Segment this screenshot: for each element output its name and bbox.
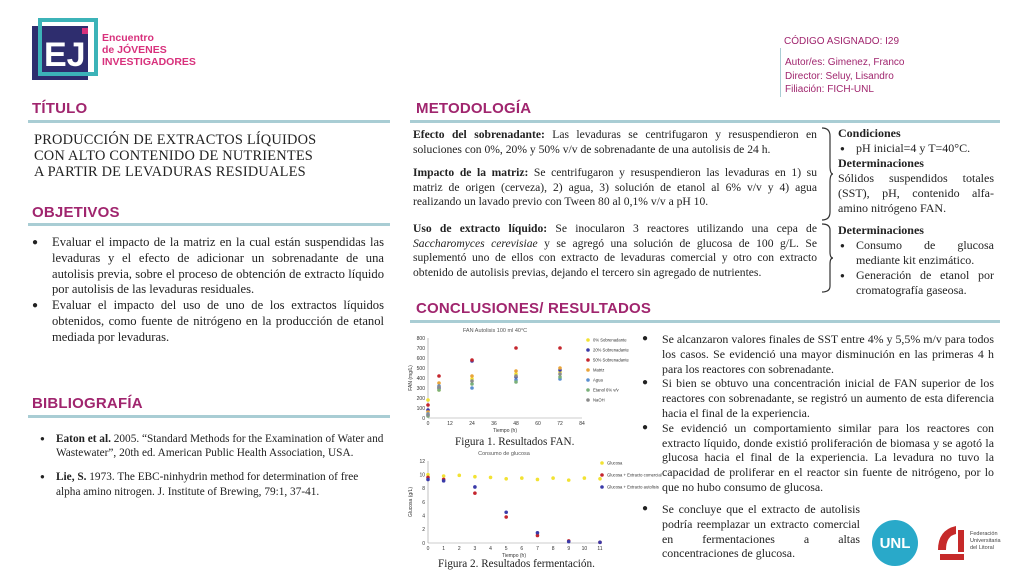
eji-logo-icon: [30, 18, 98, 82]
legend-marker: [586, 378, 590, 382]
metodologia-rule: [410, 120, 1000, 123]
data-point: [514, 380, 518, 384]
legend-marker: [600, 473, 604, 477]
determinations2-item: ● Generación de etanol por cromatografía gaseosa.: [838, 268, 994, 298]
x-axis-label: Tiempo (h): [502, 553, 526, 559]
data-point: [442, 479, 446, 483]
data-point: [470, 358, 474, 362]
data-point: [457, 474, 461, 478]
x-tick-label: 84: [579, 421, 585, 427]
legend-label: NaOH: [593, 397, 605, 403]
metodologia-header: METODOLOGÍA: [416, 100, 532, 117]
conclusion-item: ● Se alcanzaron valores finales de SST entre 4% y 5,5% m/v para todos los casos. Se evidenció una mayor disminución en las primeras 4 h para los reactores con sobrenadante.: [640, 332, 994, 376]
conclusiones-list: [640, 332, 994, 495]
objetivo-item: ● Evaluar el impacto de la matriz en la cual están suspendidas las levaduras y el efecto de adicionar un sobrenadante de una autolisis previa, sobre el proceso de obtención de extracto líquido por autolisis de las levaduras residuales.: [30, 235, 384, 298]
y-tick-label: 2: [422, 527, 425, 534]
title-line3: A PARTIR DE LEVADURAS RESIDUALES: [34, 164, 306, 180]
y-tick-label: 6: [422, 499, 425, 506]
y-tick-label: 800: [416, 335, 425, 342]
titulo-rule: [28, 120, 390, 123]
legend-label: 50% Sobrenadante: [593, 357, 629, 363]
x-tick-label: 0: [426, 421, 430, 427]
x-tick-label: 6: [520, 546, 524, 552]
x-tick-label: 3: [473, 546, 477, 552]
data-point: [598, 477, 602, 481]
legend-label: Matriz: [593, 367, 605, 373]
x-tick-label: 60: [535, 421, 541, 427]
brace-icon: [820, 126, 834, 222]
objetivos-rule: [28, 223, 390, 226]
method-extracto-text-a: Se inocularon 3 reactores utilizando una cepa de: [547, 222, 817, 235]
y-tick-label: 700: [416, 345, 425, 352]
director: Director: Seluy, Lisandro: [785, 70, 894, 82]
data-point: [536, 478, 540, 482]
unl-logo-text: UNL: [879, 534, 911, 552]
fuc-line1: Federación: [970, 531, 998, 537]
legend-marker: [586, 398, 590, 402]
legend-marker: [586, 338, 590, 342]
y-tick-label: 4: [422, 513, 425, 520]
unl-logo: [872, 520, 918, 566]
x-tick-label: 24: [469, 421, 475, 427]
legend-marker: [586, 368, 590, 372]
data-point: [598, 541, 602, 545]
data-point: [470, 386, 474, 390]
y-tick-label: 0: [422, 415, 425, 422]
y-tick-label: 500: [416, 365, 425, 372]
fig2-caption: Figura 2. Resultados fermentación.: [438, 558, 595, 570]
legend-marker: [586, 358, 590, 362]
legend-label: Glucosa + Extracto autolisis: [607, 484, 659, 490]
data-point: [442, 474, 446, 478]
ref2-author: Lie, S.: [56, 471, 87, 484]
ref1-author: Eaton et al.: [56, 433, 111, 445]
svg-text:EJi: EJi: [44, 36, 96, 74]
fan-chart: [406, 326, 629, 434]
affiliation: Filiación: FICH-UNL: [785, 84, 874, 95]
legend-label: Glucosa + Extracto comercial: [607, 472, 662, 478]
legend-label: Agua: [593, 377, 603, 383]
data-point: [551, 476, 555, 480]
chart-title: Consumo de glucosa: [478, 451, 530, 457]
data-point: [470, 379, 474, 383]
x-tick-label: 36: [491, 421, 497, 427]
glucose-chart: [406, 449, 662, 559]
ref1-text: 2005. “Standard Methods for the Examination of Water and Wastewater”, 20th ed. American Public Health Association, USA.: [56, 433, 384, 460]
data-point: [470, 374, 474, 378]
legend-marker: [600, 485, 604, 489]
event-logo: [30, 18, 200, 82]
y-tick-label: 10: [419, 472, 425, 479]
data-point: [567, 540, 571, 544]
legend-label: Glucosa: [607, 460, 623, 466]
y-axis-label: Glucosa (g/L): [408, 486, 414, 518]
data-point: [473, 475, 477, 479]
method-extracto-text-b: y se agregó una solución de glucosa de 100 g/L. Se suplementó uno de ellos con extracto de levaduras comercial y otro con extracto obtenido de autolisis previas, dejando el tercero sin agregado de nutrientes.: [413, 236, 817, 279]
conclusion-item: ● Se concluye que el extracto de autolisis podría reemplazar un extracto comercial en fermentaciones a altas concentraciones de glucosa.: [640, 502, 860, 561]
title-line2: CON ALTO CONTENIDO DE NUTRIENTES: [34, 148, 314, 164]
legend-marker: [586, 348, 590, 352]
x-tick-label: 72: [557, 421, 563, 427]
authors-block: [780, 56, 905, 97]
conditions-title: Condiciones: [838, 126, 901, 140]
data-point: [558, 366, 562, 370]
method-sobrenadante-title: Efecto del sobrenadante:: [413, 128, 545, 141]
x-tick-label: 48: [513, 421, 519, 427]
data-point: [504, 515, 508, 519]
x-tick-label: 1: [442, 546, 446, 552]
y-tick-label: 12: [419, 458, 425, 465]
x-tick-label: 12: [447, 421, 453, 427]
conditions-box: [838, 126, 994, 216]
data-point: [583, 476, 587, 480]
fuc-logo: [934, 520, 1014, 566]
objetivos-header: OBJETIVOS: [32, 204, 120, 221]
data-point: [536, 531, 540, 535]
conclusiones-final: [640, 502, 860, 561]
y-tick-label: 100: [416, 405, 425, 412]
data-point: [437, 374, 441, 378]
data-point: [473, 485, 477, 489]
determinations-title: Determinaciones: [838, 156, 924, 170]
x-tick-label: 2: [457, 546, 461, 552]
y-tick-label: 400: [416, 375, 425, 382]
y-tick-label: 300: [416, 385, 425, 392]
legend-label: 0% Sobrenadante: [593, 337, 627, 343]
legend-label: 20% Sobrenadante: [593, 347, 629, 353]
legend-marker: [586, 388, 590, 392]
conditions-item: ● pH inicial=4 y T=40°C.: [838, 141, 994, 156]
x-tick-label: 0: [426, 546, 430, 552]
data-point: [489, 476, 493, 480]
conclusion-item: ● Si bien se obtuvo una concentración inicial de FAN superior de los reactores con sobrenadante, se registró un aumento de esta diferencia hacia el final de la experiencia.: [640, 376, 994, 420]
yeast-species: Saccharomyces cerevisiae: [413, 236, 538, 250]
data-point: [426, 413, 430, 417]
x-tick-label: 7: [536, 546, 539, 552]
x-tick-label: 9: [567, 546, 571, 552]
y-tick-label: 8: [422, 486, 425, 493]
determinations2-title: Determinaciones: [838, 223, 924, 237]
bibliografia-list: [38, 432, 384, 499]
y-tick-label: 600: [416, 355, 425, 362]
assigned-code: CÓDIGO ASIGNADO: I29: [784, 36, 900, 47]
data-point: [426, 398, 430, 402]
data-point: [426, 403, 430, 407]
brand-line1: Encuentro: [102, 32, 154, 44]
method-sobrenadante: [413, 128, 817, 157]
brace-icon: [820, 222, 834, 294]
data-point: [520, 476, 524, 480]
poster-title: [34, 132, 316, 180]
fuc-line2: Universitaria: [970, 538, 1001, 544]
method-matriz-title: Impacto de la matriz:: [413, 166, 529, 179]
conclusiones-header: CONCLUSIONES/ RESULTADOS: [416, 300, 652, 317]
fuc-mark-icon: [934, 520, 968, 564]
y-tick-label: 0: [422, 540, 425, 547]
method-sobrenadante-text: Las levaduras se centrifugaron y resuspendieron en soluciones con 0%, 20% y 50% v/v de sobrenadante de una autolisis de 24 h.: [413, 128, 817, 156]
x-tick-label: 8: [551, 546, 555, 552]
data-point: [567, 478, 571, 482]
data-point: [558, 372, 562, 376]
y-axis-label: FAN (mg/L): [408, 365, 414, 391]
data-point: [437, 385, 441, 389]
y-tick-label: 200: [416, 395, 425, 402]
objetivo-item: ● Evaluar el impacto del uso de uno de los extractos líquidos obtenidos, como fuente de nitrógeno en la producción de etanol mediada por levaduras.: [30, 298, 384, 345]
fig1-caption: Figura 1. Resultados FAN.: [455, 436, 575, 448]
title-line1: PRODUCCIÓN DE EXTRACTOS LÍQUIDOS: [34, 132, 317, 148]
x-axis-label: Tiempo (h): [493, 428, 517, 434]
data-point: [426, 478, 430, 482]
bibliografia-header: BIBLIOGRAFÍA: [32, 395, 143, 412]
determinations2-box: [838, 223, 994, 298]
brand-line2: de JÓVENES: [102, 44, 167, 56]
method-extracto: [413, 222, 817, 280]
legend-marker: [600, 461, 604, 465]
determinations2-item: ● Consumo de glucosa mediante kit enzimático.: [838, 238, 994, 268]
fuc-line3: del Litoral: [970, 545, 994, 551]
ref2-text: 1973. The EBC-ninhydrin method for determination of free alpha amino nitrogen. J. Institute of Brewing, 79:1, 37-41.: [56, 471, 359, 498]
brand-line3: INVESTIGADORES: [102, 56, 196, 68]
objetivos-list: [30, 235, 384, 346]
data-point: [514, 369, 518, 373]
data-point: [514, 374, 518, 378]
x-tick-label: 10: [581, 546, 588, 552]
bibliografia-rule: [28, 415, 390, 418]
reference-item: [38, 470, 384, 498]
reference-item: [38, 432, 384, 460]
conclusiones-rule: [410, 320, 1000, 323]
method-extracto-title: Uso de extracto líquido:: [413, 222, 548, 235]
method-matriz-text: Se centrifugaron y resuspendieron las levaduras en 1) su matriz de origen (cerveza), 2) agua, 3) solución de etanol al 6% v/v y 4) agua realizando un lavado previo con Tween 80 al 0,1% v/v a pH 10.: [413, 166, 817, 208]
data-point: [473, 491, 477, 495]
legend-label: Etanol 6% v/v: [593, 387, 619, 393]
titulo-header: TÍTULO: [32, 100, 88, 117]
method-matriz: [413, 166, 817, 210]
x-tick-label: 11: [597, 546, 603, 552]
chart-title: FAN Autolisis 100 ml 40°C: [462, 328, 528, 334]
data-point: [514, 346, 518, 350]
conclusion-item: ● Se evidenció un comportamiento similar para los reactores con extracto líquido, donde existió proliferación de biomasa y se agotó la glucosa hacia el final de la experiencia. La levadura no tuvo la capacidad de proliferar en el reactor sin fuente de nitrógeno, por lo que no hubo consumo de glucosa.: [640, 421, 994, 495]
x-tick-label: 4: [489, 546, 492, 552]
data-point: [558, 346, 562, 350]
x-tick-label: 5: [504, 546, 508, 552]
meta-block: [784, 35, 899, 56]
data-point: [504, 477, 508, 481]
authors: Autor/es: Gimenez, Franco: [785, 57, 905, 68]
determinations-text: Sólidos suspendidos totales (SST), pH, contenido alfa-amino nitrógeno FAN.: [838, 171, 994, 215]
data-point: [504, 510, 508, 514]
